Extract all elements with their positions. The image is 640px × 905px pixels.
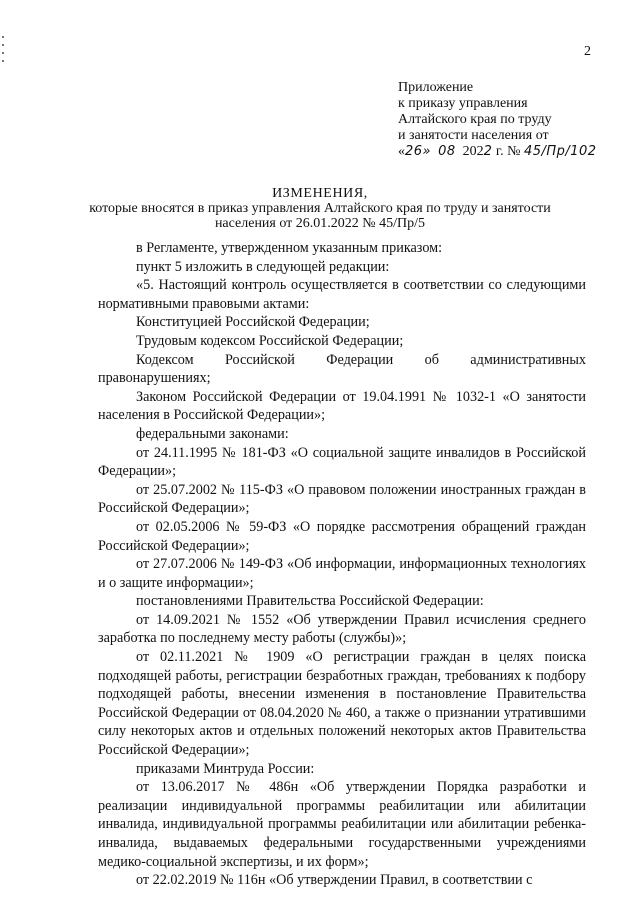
document-paragraph: постановлениями Правительства Российской Федерации:	[136, 593, 484, 610]
document-paragraph: от 27.07.2006 № 149-ФЗ «Об информации, информационных технологиях и о защите информации»;	[98, 556, 586, 591]
date-month-handwritten: 08	[438, 144, 456, 159]
appendix-line: и занятости населения от	[398, 128, 549, 143]
document-paragraph: пункт 5 изложить в следующей редакции:	[136, 258, 390, 275]
appendix-date-line	[398, 144, 630, 160]
document-paragraph: от 25.07.2002 № 115-ФЗ «О правовом положении иностранных граждан в Российской Федерации»;	[98, 481, 586, 517]
order-number-handwritten: 45/Пр/102	[523, 144, 597, 159]
document-paragraph: Конституцией Российской Федерации;	[136, 314, 370, 331]
document-paragraph: от 22.02.2019 № 116н «Об утверждении Правил, в соответствии с	[136, 872, 533, 889]
document-paragraph: приказами Минтруда России:	[136, 760, 315, 777]
date-prefix: «	[398, 144, 405, 159]
title-line: населения от 26.01.2022 № 45/Пр/5	[214, 216, 426, 231]
document-paragraph: в Регламенте, утвержденном указанным приказом:	[136, 240, 443, 256]
document-paragraph: от 02.05.2006 № 59-ФЗ «О порядке рассмотрения обращений граждан Российской Федерации»;	[98, 518, 586, 554]
document-paragraph: «5. Настоящий контроль осуществляется в соответствии со следующими нормативными правовыми актами:	[98, 277, 586, 312]
date-day-handwritten: 26»	[405, 144, 432, 159]
document-paragraph: от 14.09.2021 № 1552 «Об утверждении Правил исчисления среднего заработка по последнему месту работы (службы)»;	[98, 611, 586, 647]
date-year-printed: 202	[462, 144, 484, 159]
document-paragraph: Законом Российской Федерации от 19.04.1991 № 1032-1 «О занятости населения в Российской Федерации»;	[98, 388, 586, 424]
document-paragraph: от 13.06.2017 № 486н «Об утверждении Порядка разработки и реализации индивидуальной программы реабилитации или абилитации инвалида, индивидуальной программы реабилитации или абилитации ребенка-инвалида, выдаваемых федеральными государственными учреждениями медико-социальной экспертизы, и их форм»;	[98, 779, 586, 870]
date-year-handwritten: 2	[483, 144, 493, 159]
document-paragraph: от 02.11.2021 № 1909 «О регистрации граждан в целях поиска подходящей работы, регистрации безработных граждан, требованиях к подбору подходящей работы, внесении изменения в постановление Правительства Российской Федерации от 08.04.2020 № 460, а также о признании утратившими силу некоторых актов и отдельных положений некоторых актов Правительства Российской Федерации»;	[98, 649, 586, 759]
margin-marks	[2, 30, 6, 70]
appendix-line: к приказу управления	[398, 96, 528, 111]
date-suffix: г. №	[495, 144, 521, 159]
document-body	[98, 239, 586, 890]
appendix-line: Алтайского края по труду	[398, 112, 552, 127]
document-paragraph: от 24.11.1995 № 181-ФЗ «О социальной защите инвалидов в Российской Федерации»;	[98, 444, 586, 480]
document-paragraph: федеральными законами:	[136, 425, 289, 442]
changes-title	[0, 186, 640, 231]
page-number: 2	[584, 44, 591, 59]
title-heading: ИЗМЕНЕНИЯ,	[272, 186, 368, 201]
title-line: которые вносятся в приказ управления Алтайского края по труду и занятости	[89, 201, 551, 216]
document-paragraph: Кодексом Российской Федерации об административных правонарушениях;	[98, 351, 586, 387]
appendix-block	[398, 80, 630, 160]
document-paragraph: Трудовым кодексом Российской Федерации;	[136, 332, 404, 349]
appendix-line: Приложение	[398, 80, 474, 95]
